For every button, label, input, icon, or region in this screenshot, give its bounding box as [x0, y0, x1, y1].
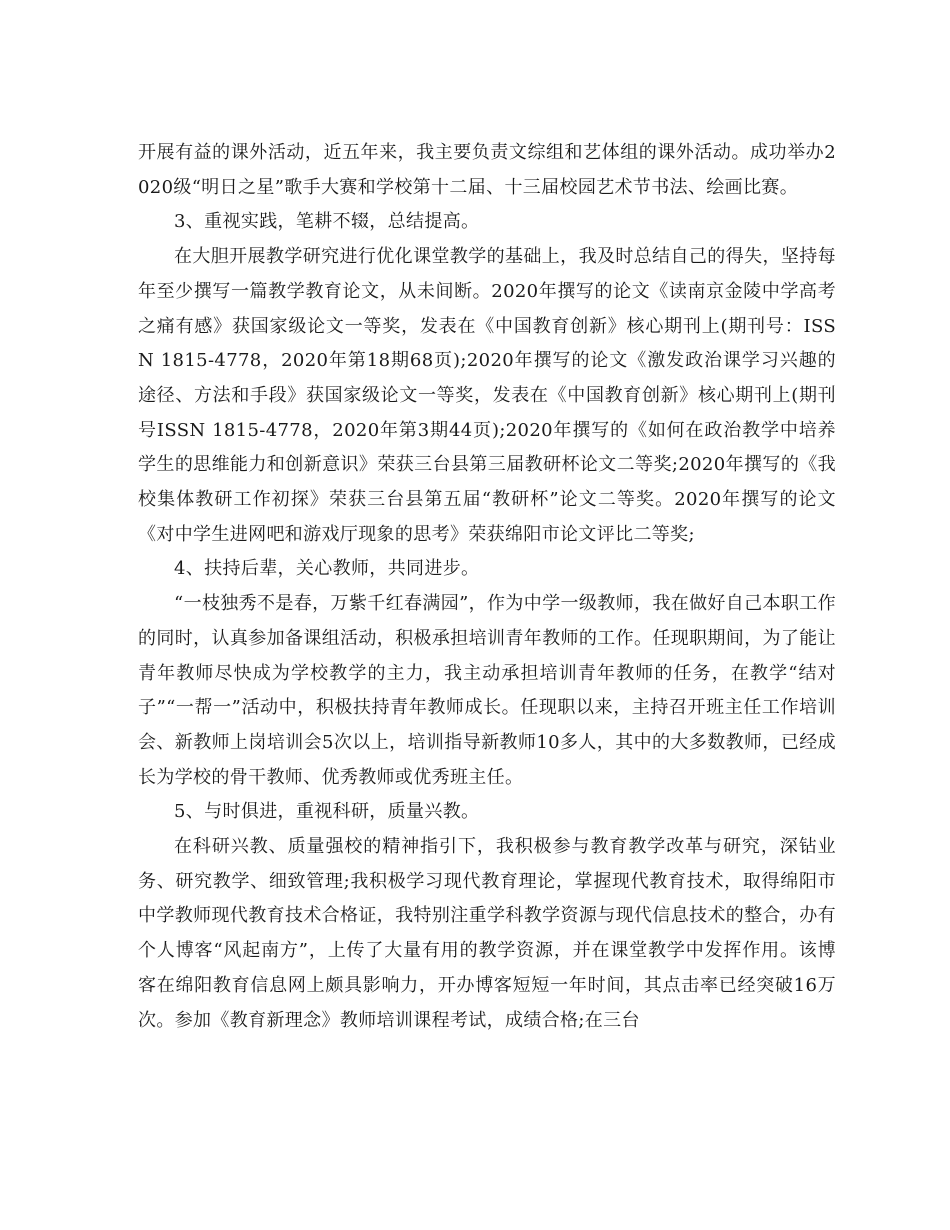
- paragraph-extracurricular: 开展有益的课外活动，近五年来，我主要负责文综组和艺体组的课外活动。成功举办2020级“明日之星”歌手大赛和学校第十二届、十三届校园艺术节书法、绘画比赛。: [138, 142, 836, 198]
- paragraph-research: 在科研兴教、质量强校的精神指引下，我积极参与教育教学改革与研究，深钻业务、研究教学、细致管理;我积极学习现代教育理论，掌握现代教育技术，取得绵阳市中学教师现代教育技术合格证，我特别注重学科教学资源与现代信息技术的整合，办有个人博客“风起南方”，上传了大量有用的教学资源，并在课堂教学中发挥作用。该博客在绵阳教育信息网上颇具影响力，开办博客短短一年时间，其点击率已经突破16万次。参加《教育新理念》教师培训课程考试，成绩合格;在三台: [138, 836, 836, 1031]
- paragraph-mentoring: “一枝独秀不是春，万紫千红春满园”，作为中学一级教师，我在做好自己本职工作的同时，认真参加备课组活动，积极承担培训青年教师的工作。任现职期间，为了能让青年教师尽快成为学校教学的主力，我主动承担培训青年教师的任务，在教学“结对子”“一帮一”活动中，积极扶持青年教师成长。任现职以来，主持召开班主任工作培训会、新教师上岗培训会5次以上，培训指导新教师10多人，其中的大多数教师，已经成长为学校的骨干教师、优秀教师或优秀班主任。: [138, 593, 836, 788]
- paragraph-papers: 在大胆开展教学研究进行优化课堂教学的基础上，我及时总结自己的得失，坚持每年至少撰写一篇教学教育论文，从未间断。2020年撰写的论文《读南京金陵中学高考之痛有感》获国家级论文一等奖，发表在《中国教育创新》核心期刊上(期刊号：ISSN 1815-4778，2020年第18期68页);2020年撰写的论文《激发政治课学习兴趣的途径、方法和手段》获国家级论文一等奖，发表在《中国教育创新》核心期刊上(期刊号ISSN 1815-4778，2020年第3期44页);2020年撰写的《如何在政治教学中培养学生的思维能力和创新意识》荣获三台县第三届教研杯论文二等奖;2020年撰写的《我校集体教研工作初探》荣获三台县第五届“教研杯”论文二等奖。2020年撰写的论文《对中学生进网吧和游戏厅现象的思考》荣获绵阳市论文评比二等奖;: [138, 246, 836, 545]
- heading-research: 5、与时俱进，重视科研，质量兴教。: [174, 801, 480, 823]
- document-body: [138, 136, 836, 1038]
- heading-mentoring: 4、扶持后辈，关心教师，共同进步。: [174, 558, 480, 580]
- heading-practice: 3、重视实践，笔耕不辍，总结提高。: [174, 211, 480, 233]
